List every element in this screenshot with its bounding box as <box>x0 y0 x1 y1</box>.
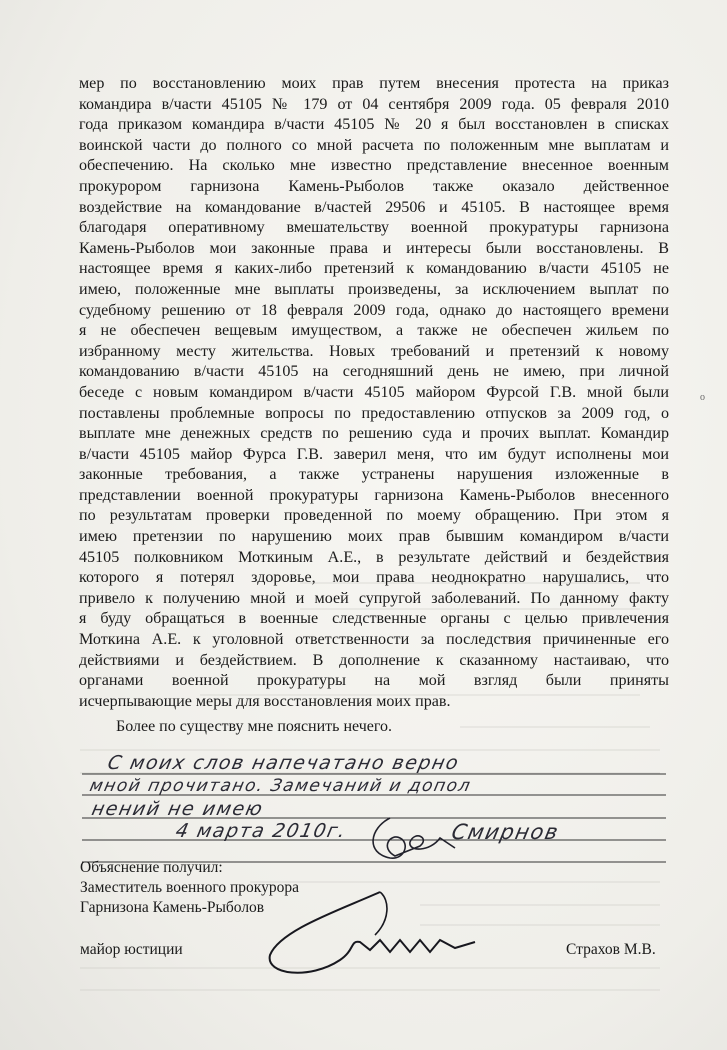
handwritten-line: С моих слов напечатано верно <box>105 752 462 774</box>
body-line: по результатам проверки проведенной по моему обращению. При этом я <box>79 507 669 525</box>
body-line: Моткина А.Е. к уголовной ответственности за последствия причиненные его <box>79 631 669 649</box>
body-line: избранному месту жительства. Новых требований и претензий к новому <box>79 342 669 360</box>
body-line: мер по восстановлению моих прав путем внесения протеста на приказ <box>79 75 669 92</box>
official-signature <box>240 880 490 990</box>
body-line: поставлены проблемные вопросы по предоставлению отпусков за 2009 год, о <box>79 404 669 422</box>
body-line: 45105 полковником Моткиным А.Е., в результате действий и бездействия <box>79 548 669 566</box>
body-line: я буду обращаться в военные следственные органы с целью привлечения <box>79 610 669 628</box>
body-line: воинской части до полного со мной расчета по положенным мне выплатам и <box>79 136 669 154</box>
body-line: представлении военной прокуратуры гарнизона Камень-Рыболов внесенного <box>79 486 669 504</box>
handwritten-signature-name: Смирнов <box>449 820 562 844</box>
body-line: которого я потерял здоровье, мои права неоднократно нарушались, что <box>79 569 669 587</box>
body-line: настоящее время я каких-либо претензий к командованию в/части 45105 не <box>79 260 669 278</box>
body-line: законные требования, а также устранены нарушения изложенные в <box>79 466 669 484</box>
body-line: беседе с новым командиром в/части 45105 майором Фурсой Г.В. мной были <box>79 383 669 401</box>
body-line: обеспечению. На сколько мне известно представление внесенное военным <box>79 157 669 175</box>
body-line: прокурором гарнизона Камень-Рыболов также оказало действенное <box>79 177 669 195</box>
body-line: года приказом командира в/части 45105 № 20 я был восстановлен в списках <box>79 116 669 134</box>
handwritten-line: мной прочитано. Замечаний и допол <box>87 776 474 796</box>
body-line: в/части 45105 майор Фурса Г.В. заверил меня, что им будут исполнены мои <box>79 445 669 463</box>
body-line: действиями и бездействием. В дополнение к сказанному настаиваю, что <box>79 651 669 669</box>
closing-statement: Более по существу мне пояснить нечего. <box>116 718 393 735</box>
rank-label: майор юстиции <box>80 941 183 958</box>
body-line: я не обеспечен вещевым имуществом, а также не обеспечен жильем по <box>79 322 669 340</box>
body-line: органами военной прокуратуры на мой взгляд были приняты <box>79 672 669 690</box>
margin-mark: о <box>700 392 705 403</box>
body-line: судебному решению от 18 февраля 2009 года, однако до настоящего времени <box>79 301 669 319</box>
body-line: исчерпывающие меры для восстановления моих прав. <box>79 692 451 710</box>
handwritten-line: нений не имею <box>89 798 266 820</box>
body-line: воздействие на командование в/частей 29506 и 45105. В настоящее время <box>79 198 669 216</box>
body-line: Камень-Рыболов мои законные права и интересы были восстановлены. В <box>79 239 669 257</box>
body-line: имею претензии по нарушению моих прав бывшим командиром в/части <box>79 528 669 546</box>
received-by-position: Заместитель военного прокурора <box>80 879 299 896</box>
handwritten-line: 4 марта 2010г. <box>173 820 349 842</box>
body-line: привело к получению мной и моей супругой заболеваний. По данному факту <box>79 589 669 607</box>
body-line: выплате мне денежных средств по решению суда и прочих выплат. Командир <box>79 425 669 443</box>
official-name: Страхов М.В. <box>566 941 656 958</box>
body-line: командованию в/части 45105 на сегодняшний день не имею, при личной <box>79 363 669 381</box>
body-line: командира в/части 45105 № 179 от 04 сентября 2009 года. 05 февраля 2010 <box>79 95 669 113</box>
body-line: благодаря оперативному вмешательству военной прокуратуры гарнизона <box>79 219 669 237</box>
body-line: имею, положенные мне выплаты произведены, за исключением выплат по <box>79 280 669 298</box>
received-by-label: Объяснение получил: <box>80 859 223 876</box>
received-by-garrison: Гарнизона Камень-Рыболов <box>80 899 265 916</box>
